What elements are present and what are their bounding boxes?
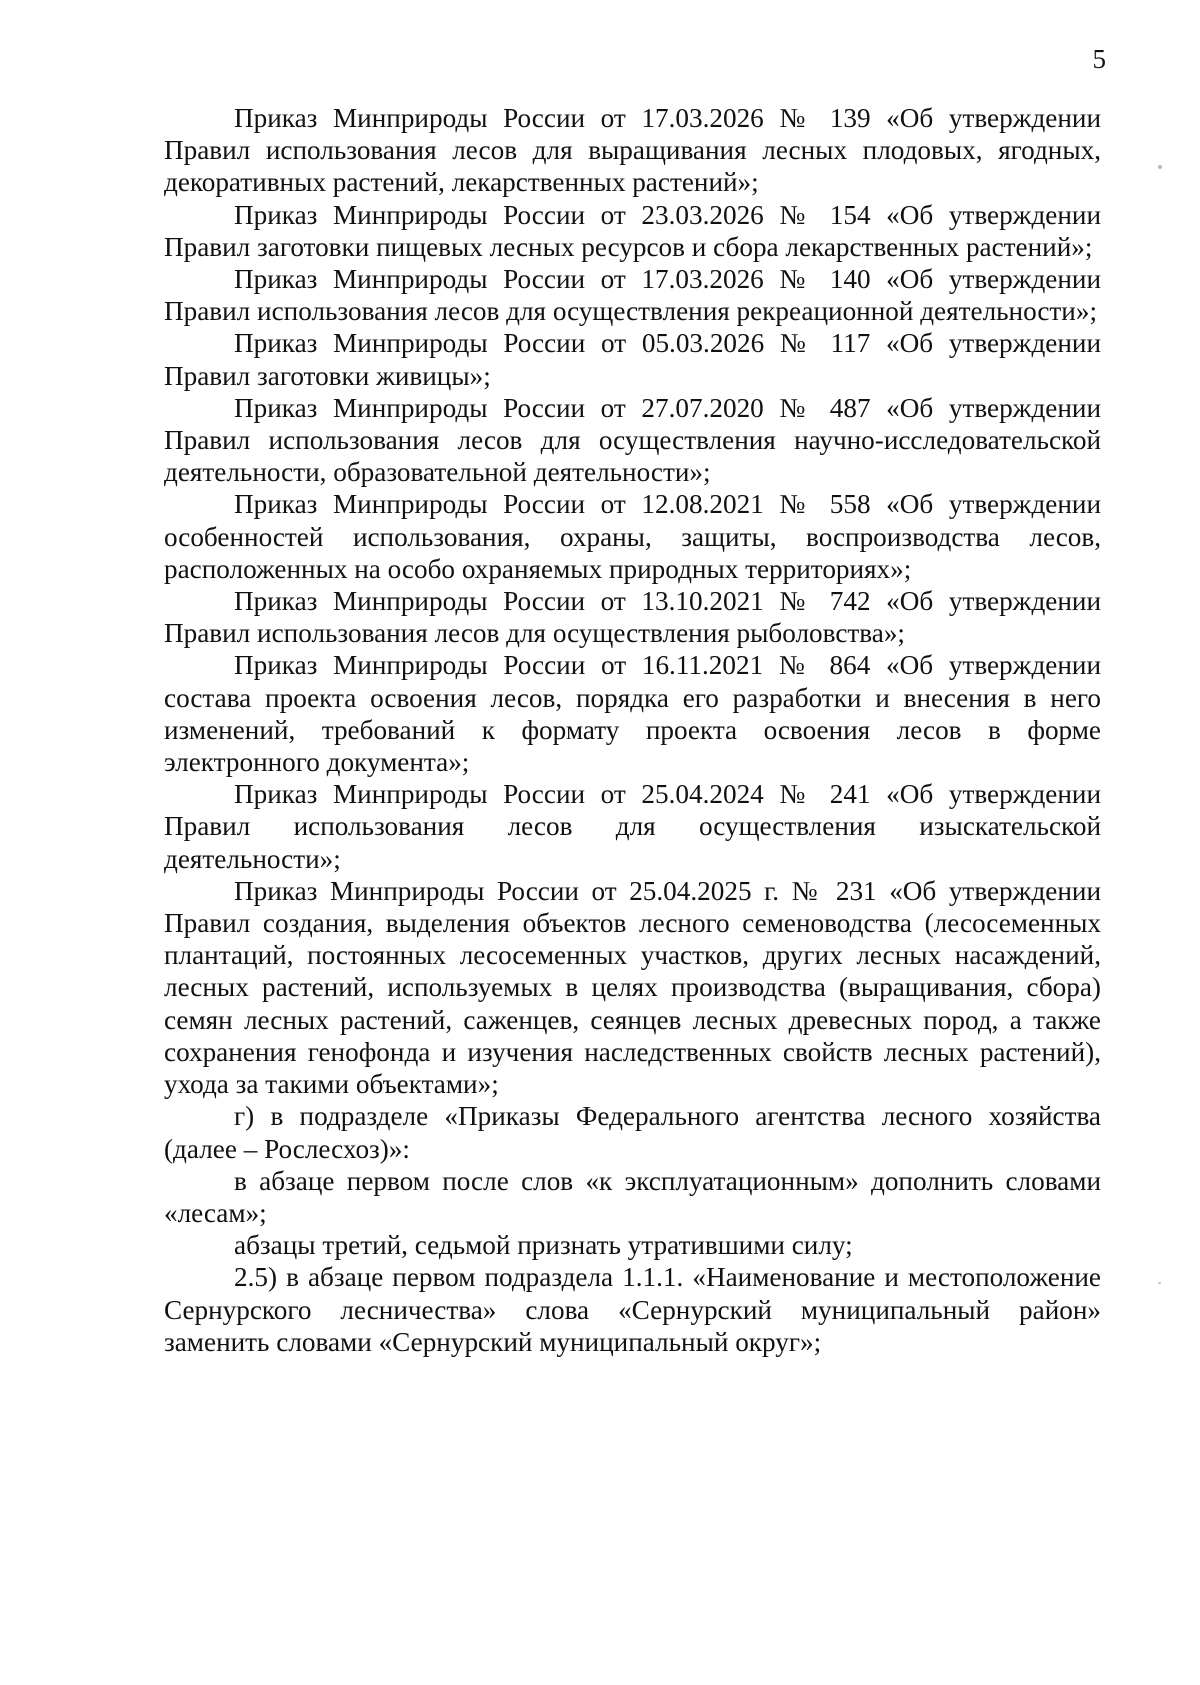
paragraph-item-2-5: 2.5) в абзаце первом подраздела 1.1.1. «Наименование и местоположение Сернурского лесничества» слова «Сернурский муниципальный район» заменить словами «Сернурский муниципальный округ»; [164, 1262, 1101, 1357]
paragraph-order-117: Приказ Минприроды России от 05.03.2026 № 117 «Об утверждении Правил заготовки живицы»; [164, 328, 1101, 391]
paragraph-order-864: Приказ Минприроды России от 16.11.2021 № 864 «Об утверждении состава проекта освоения лесов, порядка его разработки и внесения в него изменений, требований к формату проекта освоения лесов в форме электронного документа»; [164, 650, 1101, 778]
paragraph-order-231: Приказ Минприроды России от 25.04.2025 г. № 231 «Об утверждении Правил создания, выделения объектов лесного семеноводства (лесосеменных плантаций, постоянных лесосеменных участков, других лесных насаждений, лесных растений, используемых в целях производства (выращивания, сбора) семян лесных растений, саженцев, сеянцев лесных древесных пород, а также сохранения генофонда и изучения наследственных свойств лесных растений), ухода за такими объектами»; [164, 875, 1101, 1100]
document-body [164, 102, 1101, 1358]
paragraph-order-558: Приказ Минприроды России от 12.08.2021 № 558 «Об утверждении особенностей использования, охраны, защиты, воспроизводства лесов, расположенных на особо охраняемых природных территориях»; [164, 489, 1101, 584]
paragraph-order-140: Приказ Минприроды России от 17.03.2026 № 140 «Об утверждении Правил использования лесов для осуществления рекреационной деятельности»; [164, 264, 1101, 327]
scan-speck [1158, 1282, 1161, 1284]
paragraph-order-241: Приказ Минприроды России от 25.04.2024 № 241 «Об утверждении Правил использования лесов для осуществления изыскательской деятельности»; [164, 779, 1101, 874]
paragraph-order-139: Приказ Минприроды России от 17.03.2026 № 139 «Об утверждении Правил использования лесов для выращивания лесных плодовых, ягодных, декоративных растений, лекарственных растений»; [164, 103, 1101, 198]
paragraph-order-154: Приказ Минприроды России от 23.03.2026 № 154 «Об утверждении Правил заготовки пищевых лесных ресурсов и сбора лекарственных растений»; [164, 199, 1101, 262]
paragraph-order-742: Приказ Минприроды России от 13.10.2021 № 742 «Об утверждении Правил использования лесов для осуществления рыболовства»; [164, 586, 1101, 649]
paragraph-first-abzats-amendment: в абзаце первом после слов «к эксплуатационным» дополнить словами «лесам»; [164, 1165, 1101, 1228]
page-number: 5 [1092, 44, 1106, 74]
paragraph-order-487: Приказ Минприроды России от 27.07.2020 № 487 «Об утверждении Правил использования лесов для осуществления научно-исследовательской деятельности, образовательной деятельности»; [164, 392, 1101, 488]
scan-speck [1158, 165, 1162, 169]
paragraph-repeal: абзацы третий, седьмой признать утратившими силу; [234, 1230, 853, 1261]
paragraph-subsection-g: г) в подразделе «Приказы Федерального агентства лесного хозяйства (далее – Рослесхоз)»: [164, 1101, 1101, 1164]
